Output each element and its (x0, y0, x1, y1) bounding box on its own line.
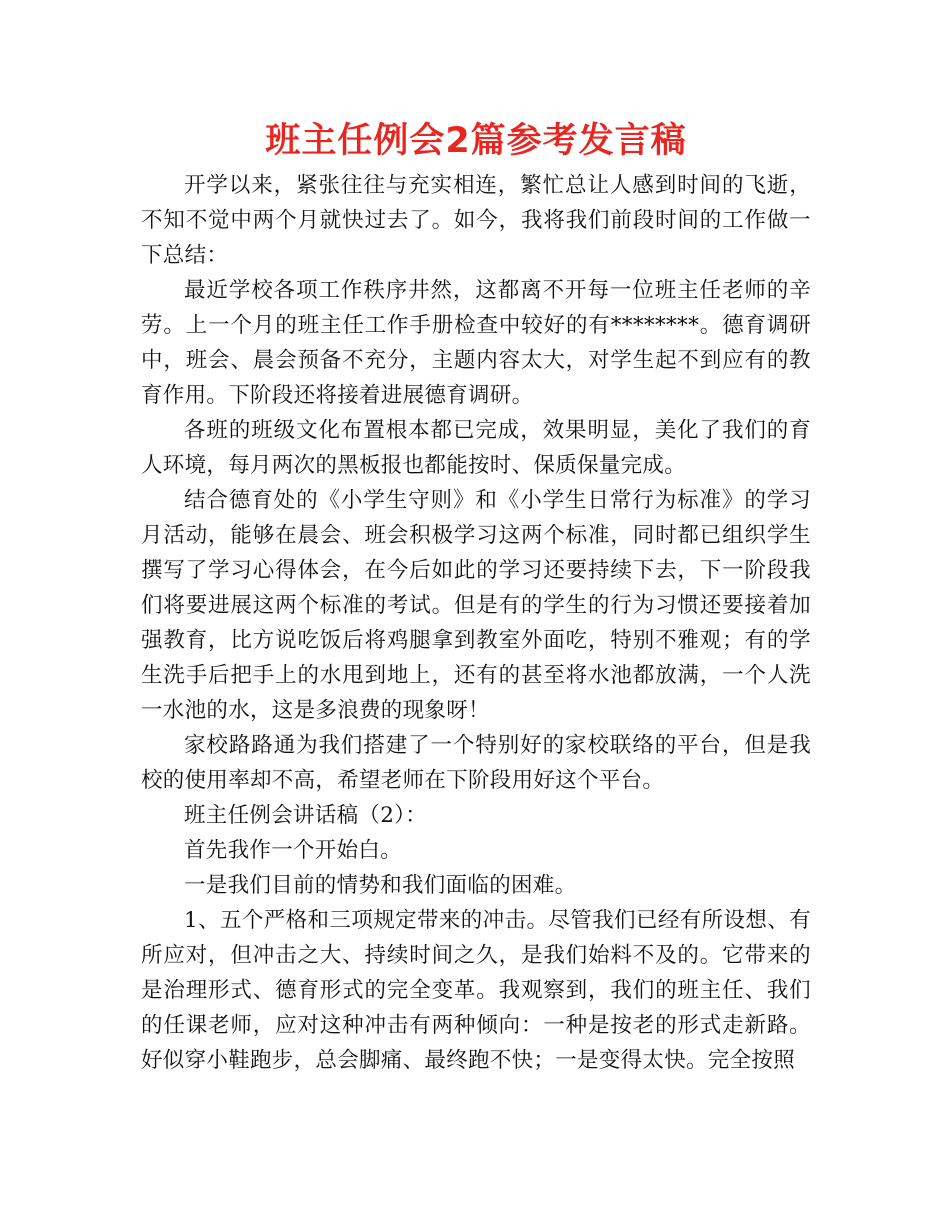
paragraph-1: 开学以来，紧张往往与充实相连，繁忙总让人感到时间的飞逝，不知不觉中两个月就快过去了。如今，我将我们前段时间的工作做一下总结： (141, 173, 811, 268)
paragraph-4: 结合德育处的《小学生守则》和《小学生日常行为标准》的学习月活动，能够在晨会、班会积极学习这两个标准，同时都已组织学生撰写了学习心得体会，在今后如此的学习还要持续下去，下一阶段我们将要进展这两个标准的考试。但是有的学生的行为习惯还要接着加强教育，比方说吃饭后将鸡腿拿到教室外面吃，特别不雅观；有的学生洗手后把手上的水甩到地上，还有的甚至将水池都放满，一个人洗一水池的水，这是多浪费的现象呀！ (141, 488, 811, 723)
paragraph-8: 1、五个严格和三项规定带来的冲击。尽管我们已经有所设想、有所应对，但冲击之大、持续时间之久，是我们始料不及的。它带来的是治理形式、德育形式的完全变革。我观察到，我们的班主任、我们的任课老师，应对这种冲击有两种倾向：一种是按老的形式走新路。好似穿小鞋跑步，总会脚痛、最终跑不快；一是变得太快。完全按照 (141, 908, 811, 1073)
section-heading: 班主任例会讲话稿（2）： (184, 803, 428, 828)
paragraph-6: 首先我作一个开始白。 (184, 838, 403, 863)
document-title: 班主任例会2篇参考发言稿 (265, 121, 687, 161)
document-page (141, 116, 811, 1078)
paragraph-2: 最近学校各项工作秩序井然，这都离不开每一位班主任老师的辛劳。上一个月的班主任工作手册检查中较好的有********。德育调研中，班会、晨会预备不充分，主题内容太大，对学生起不到应有的教育作用。下阶段还将接着进展德育调研。 (141, 278, 811, 408)
paragraph-5: 家校路路通为我们搭建了一个特别好的家校联络的平台，但是我校的使用率却不高，希望老师在下阶段用好这个平台。 (141, 733, 811, 793)
paragraph-3: 各班的班级文化布置根本都已完成，效果明显，美化了我们的育人环境，每月两次的黑板报也都能按时、保质保量完成。 (141, 418, 811, 478)
paragraph-7: 一是我们目前的情势和我们面临的困难。 (184, 873, 577, 898)
